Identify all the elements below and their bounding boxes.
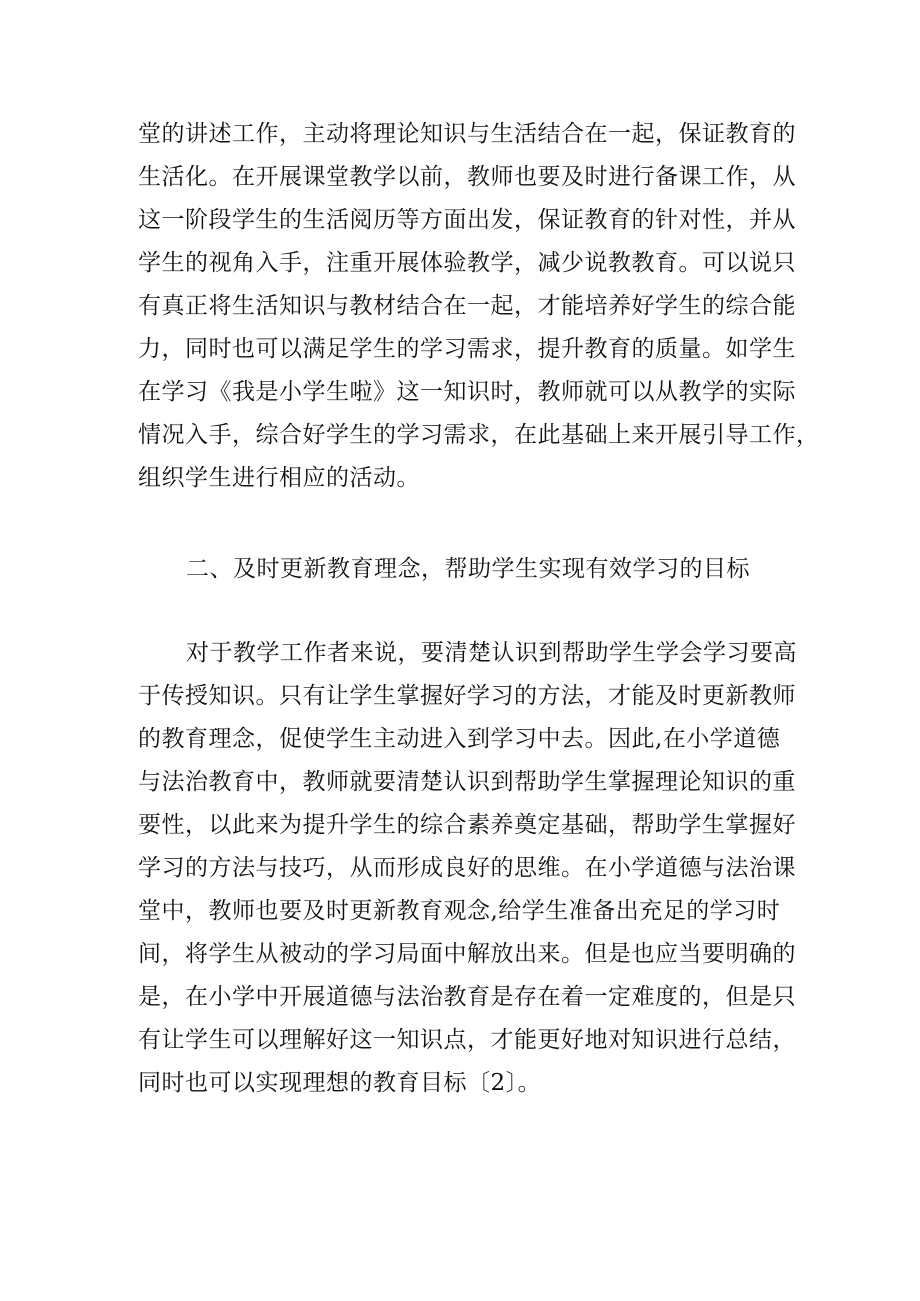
text-line: 学生的视角入手，注重开展体验教学，减少说教教育。可以说只: [138, 250, 796, 276]
text-line: 在学习《我是小学生啦》这一知识时，教师就可以从教学的实际: [138, 379, 796, 405]
text-line: 与法治教育中，教师就要清楚认识到帮助学生掌握理论知识的重: [138, 769, 796, 795]
paragraph-continuation: [138, 113, 820, 500]
text-line: 情况入手，综合好学生的学习需求，在此基础上来开展引导工作，: [138, 422, 820, 448]
text-line: 力，同时也可以满足学生的学习需求，提升教育的质量。如学生: [138, 336, 796, 362]
text-line: 堂中，教师也要及时更新教育观念,给学生准备出充足的学习时: [138, 898, 781, 924]
section-heading: 二、及时更新教育理念，帮助学生实现有效学习的目标: [186, 556, 750, 582]
text-line: 组织学生进行相应的活动。: [138, 465, 420, 491]
text-line: 同时也可以实现理想的教育目标〔2〕。: [138, 1070, 542, 1096]
text-line: 生活化。在开展课堂教学以前，教师也要及时进行备课工作，从: [138, 164, 796, 190]
text-line: 对于教学工作者来说，要清楚认识到帮助学生学会学习要高: [186, 640, 797, 666]
text-line: 有真正将生活知识与教材结合在一起，才能培养好学生的综合能: [138, 293, 796, 319]
text-line: 这一阶段学生的生活阅历等方面出发，保证教育的针对性，并从: [138, 207, 796, 233]
text-line: 有让学生可以理解好这一知识点，才能更好地对知识进行总结，: [138, 1027, 796, 1053]
text-line: 是，在小学中开展道德与法治教育是存在着一定难度的，但是只: [138, 984, 796, 1010]
text-line: 于传授知识。只有让学生掌握好学习的方法，才能及时更新教师: [138, 683, 796, 709]
text-line: 的教育理念，促使学生主动进入到学习中去。因此,在小学道德: [138, 726, 781, 752]
text-line: 学习的方法与技巧，从而形成良好的思维。在小学道德与法治课: [138, 855, 796, 881]
text-line: 要性，以此来为提升学生的综合素养奠定基础，帮助学生掌握好: [138, 812, 796, 838]
paragraph-body: [138, 632, 797, 1105]
text-line: 堂的讲述工作，主动将理论知识与生活结合在一起，保证教育的: [138, 121, 796, 147]
text-line: 间，将学生从被动的学习局面中解放出来。但是也应当要明确的: [138, 941, 796, 967]
